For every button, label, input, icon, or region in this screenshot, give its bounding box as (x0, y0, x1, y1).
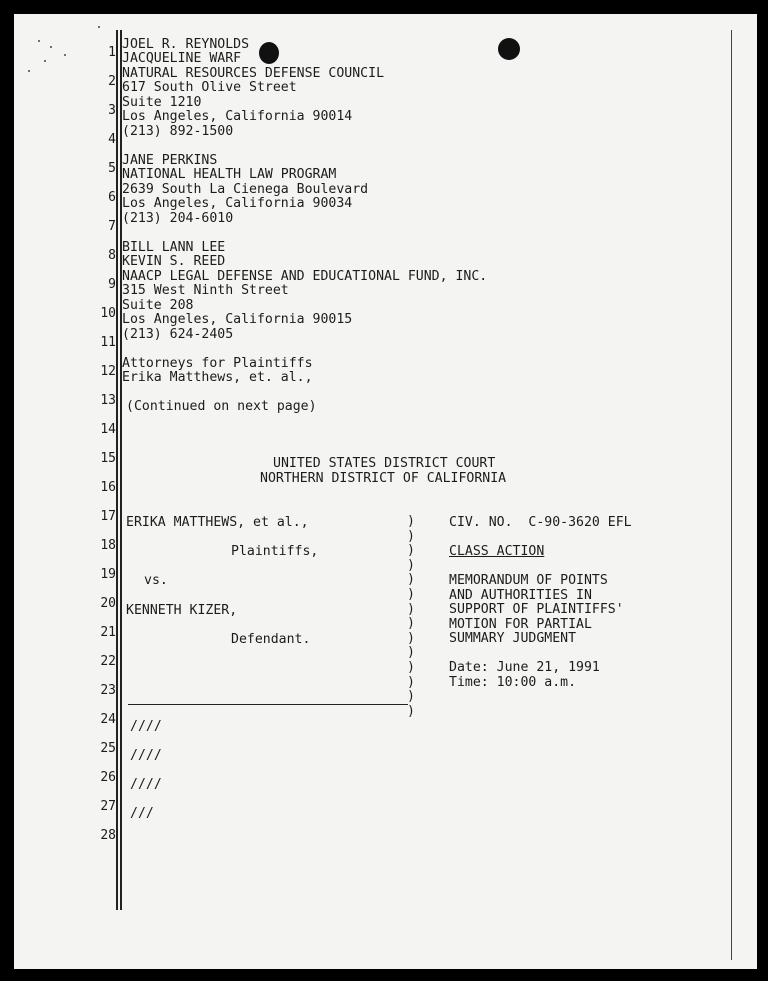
scan-speck (64, 54, 66, 56)
counsel-line: Los Angeles, California 90015 (122, 312, 353, 327)
continued-note: (Continued on next page) (126, 399, 317, 414)
punch-hole-right (498, 38, 520, 60)
line-number: 4 (108, 132, 116, 147)
counsel-line: Suite 208 (122, 298, 194, 313)
hearing-date: Date: June 21, 1991 (449, 660, 600, 675)
line-number: 5 (108, 161, 116, 176)
line-number: 1 (108, 45, 116, 60)
counsel-line: JANE PERKINS (122, 153, 218, 168)
civil-number: CIV. NO. C-90-3620 EFL (449, 515, 632, 530)
scan-speck (50, 46, 52, 48)
attorneys-for-line: Erika Matthews, et. al., (122, 370, 313, 385)
line-number: 6 (108, 190, 116, 205)
slash-marks: //// (130, 719, 162, 734)
scan-speck (44, 60, 46, 62)
attorneys-for-line: Attorneys for Plaintiffs (122, 356, 313, 371)
line-number: 11 (100, 335, 116, 350)
title-line: MOTION FOR PARTIAL (449, 617, 592, 632)
counsel-line: (213) 204-6010 (122, 211, 234, 226)
line-number: 9 (108, 277, 116, 292)
scan-speck (98, 26, 100, 28)
punch-hole-left (259, 42, 279, 64)
title-line: MEMORANDUM OF POINTS (449, 573, 608, 588)
line-number: 28 (100, 828, 116, 843)
line-number: 27 (100, 799, 116, 814)
line-number: 10 (100, 306, 116, 321)
line-number: 8 (108, 248, 116, 263)
scan-speck (28, 70, 30, 72)
line-number: 25 (100, 741, 116, 756)
line-number: 13 (100, 393, 116, 408)
counsel-line: 315 West Ninth Street (122, 283, 289, 298)
right-margin-rule (731, 30, 732, 960)
line-number: 19 (100, 567, 116, 582)
counsel-line: JACQUELINE WARF (122, 51, 242, 66)
hearing-time: Time: 10:00 a.m. (449, 675, 577, 690)
line-number: 12 (100, 364, 116, 379)
line-number: 15 (100, 451, 116, 466)
line-number: 24 (100, 712, 116, 727)
caption-bottom-rule (128, 704, 408, 705)
slash-marks: //// (130, 777, 162, 792)
pleading-page (14, 14, 757, 969)
line-number: 20 (100, 596, 116, 611)
line-number: 3 (108, 103, 116, 118)
title-line: SUPPORT OF PLAINTIFFS' (449, 602, 624, 617)
defendant-name: KENNETH KIZER, (126, 603, 238, 618)
slash-marks: //// (130, 748, 162, 763)
counsel-line: JOEL R. REYNOLDS (122, 37, 250, 52)
line-number: 17 (100, 509, 116, 524)
title-line: SUMMARY JUDGMENT (449, 631, 577, 646)
counsel-line: Los Angeles, California 90034 (122, 196, 353, 211)
counsel-line: (213) 892-1500 (122, 124, 234, 139)
counsel-line: 2639 South La Cienega Boulevard (122, 182, 369, 197)
court-district: NORTHERN DISTRICT OF CALIFORNIA (260, 471, 507, 486)
plaintiffs-label: Plaintiffs, (231, 544, 319, 559)
versus: vs. (144, 573, 168, 588)
court-name: UNITED STATES DISTRICT COURT (273, 456, 496, 471)
line-number: 26 (100, 770, 116, 785)
line-number: 16 (100, 480, 116, 495)
counsel-line: BILL LANN LEE (122, 240, 226, 255)
line-number: 18 (100, 538, 116, 553)
counsel-line: KEVIN S. REED (122, 254, 226, 269)
caption-parentheses: ) ) ) ) ) ) ) ) ) ) ) ) ) ) (407, 514, 415, 719)
line-number: 14 (100, 422, 116, 437)
counsel-line: 617 South Olive Street (122, 80, 297, 95)
counsel-line: Los Angeles, California 90014 (122, 109, 353, 124)
counsel-line: NATIONAL HEALTH LAW PROGRAM (122, 167, 337, 182)
defendant-label: Defendant. (231, 632, 311, 647)
plaintiff-name: ERIKA MATTHEWS, et al., (126, 515, 309, 530)
line-number: 22 (100, 654, 116, 669)
line-number: 7 (108, 219, 116, 234)
class-action-label: CLASS ACTION (449, 544, 545, 559)
counsel-line: NAACP LEGAL DEFENSE AND EDUCATIONAL FUND, INC. (122, 269, 488, 284)
line-number: 2 (108, 74, 116, 89)
scan-speck (38, 40, 40, 42)
left-margin-rule-outer (116, 30, 118, 910)
counsel-line: (213) 624-2405 (122, 327, 234, 342)
counsel-line: Suite 1210 (122, 95, 202, 110)
line-number: 21 (100, 625, 116, 640)
line-number: 23 (100, 683, 116, 698)
title-line: AND AUTHORITIES IN (449, 588, 592, 603)
counsel-line: NATURAL RESOURCES DEFENSE COUNCIL (122, 66, 385, 81)
slash-marks: /// (130, 806, 154, 821)
